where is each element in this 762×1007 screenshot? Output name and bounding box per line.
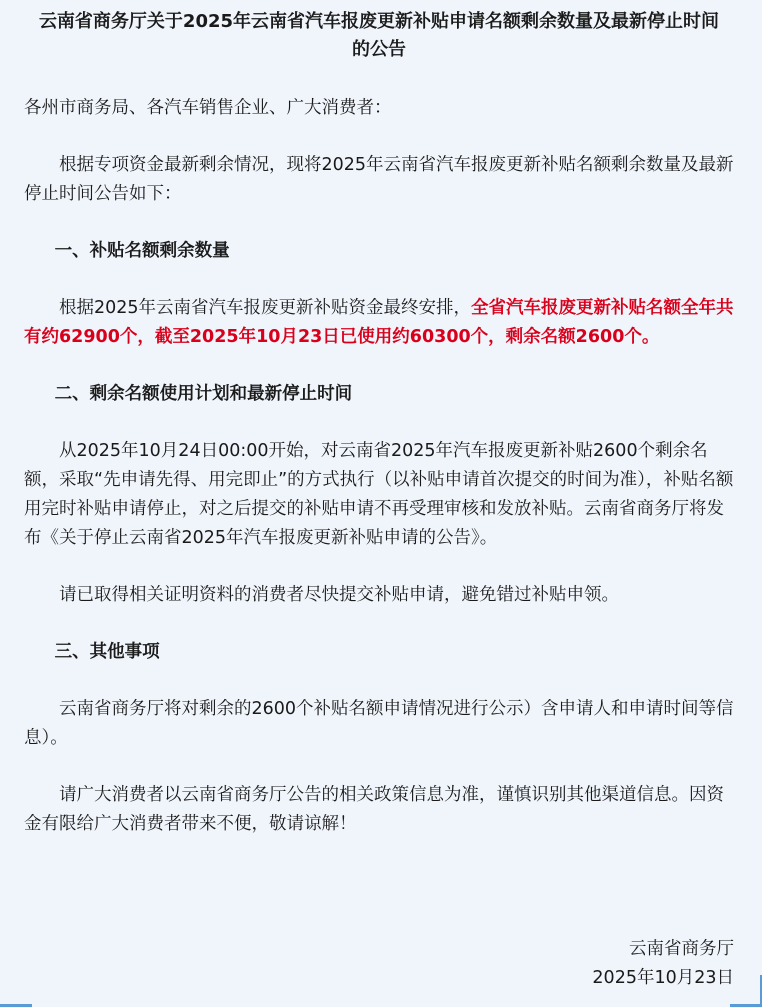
section-1-text: 根据2025年云南省汽车报废更新补贴资金最终安排，: [59, 298, 472, 318]
signature-date: 2025年10月23日: [592, 968, 734, 988]
signature-org: 云南省商务厅: [629, 939, 734, 959]
signature: [592, 935, 734, 993]
section-3-heading: 三、其他事项: [54, 642, 160, 662]
section-2-paragraph-1: 从2025年10月24日00:00开始，对云南省2025年汽车报废更新补贴2600个剩余名额，采取“先申请先得、用完即止”的方式执行（以补贴申请首次提交的时间为准），补贴名额用完时补贴申请停止，对之后提交的补贴申请不再受理审核和发放补贴。云南省商务厅将发布《关于停止云南省2025年汽车报废更新补贴申请的公告》。: [24, 441, 734, 548]
section-1-highlight: 全省汽车报废更新补贴名额全年共有约62900个，截至2025年10月23日已使用约60300个，剩余名额2600个。: [24, 298, 734, 347]
section-2-heading: 二、剩余名额使用计划和最新停止时间: [54, 384, 353, 404]
section-3-paragraph-1: 云南省商务厅将对剩余的2600个补贴名额申请情况进行公示）含申请人和申请时间等信息）。: [24, 699, 734, 748]
intro-paragraph: 根据专项资金最新剩余情况，现将2025年云南省汽车报废更新补贴名额剩余数量及最新停止时间公告如下：: [24, 155, 734, 204]
page-title: 云南省商务厅关于2025年云南省汽车报废更新补贴申请名额剩余数量及最新停止时间的公告: [38, 11, 720, 60]
section-2-paragraph-2: 请已取得相关证明资料的消费者尽快提交补贴申请，避免错过补贴申领。: [59, 585, 619, 605]
section-3-paragraph-2: 请广大消费者以云南省商务厅公告的相关政策信息为准，谨慎识别其他渠道信息。因资金有限给广大消费者带来不便，敬请谅解！: [24, 785, 724, 834]
salutation: 各州市商务局、各汽车销售企业、广大消费者：: [24, 98, 392, 118]
section-1-paragraph: [24, 294, 734, 352]
section-1-heading: 一、补贴名额剩余数量: [54, 241, 230, 261]
